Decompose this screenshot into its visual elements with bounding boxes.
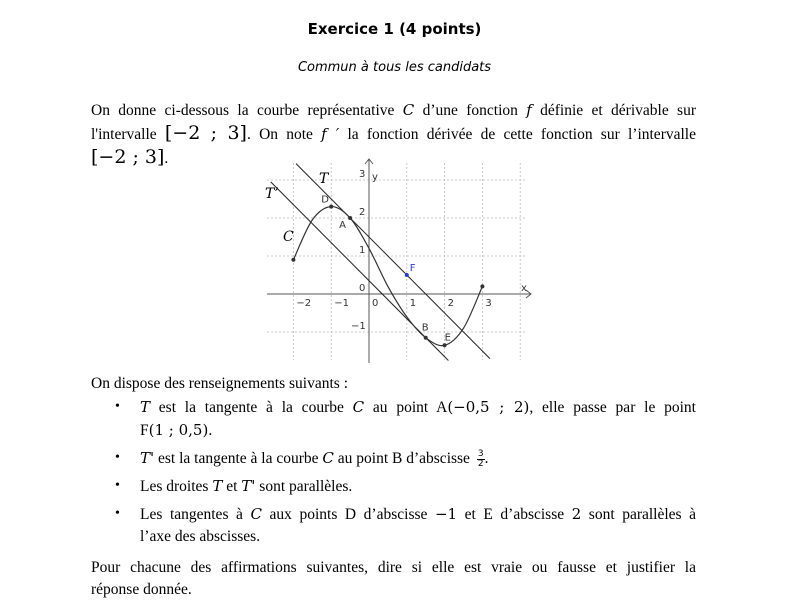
x-tick-label: 1 xyxy=(409,298,417,309)
item-text: F xyxy=(140,422,149,439)
outro-paragraph xyxy=(91,557,696,601)
item-text: est la tangente à la courbe xyxy=(154,450,323,467)
derivative-symbol: f ′ xyxy=(321,125,340,143)
x-tick-label: −1 xyxy=(334,298,349,309)
value: −1 xyxy=(434,505,458,523)
point-label-b: B xyxy=(421,322,429,334)
fraction-numerator: 3 xyxy=(477,448,484,459)
label-C: C xyxy=(283,229,294,245)
y-tick-label: −1 xyxy=(351,321,366,332)
coordinates: (1 ; 0,5) xyxy=(148,421,209,439)
intro-text: définie et dérivable sur xyxy=(531,102,696,119)
item-text: l’axe des abscisses. xyxy=(140,528,261,545)
curve-symbol: C xyxy=(402,101,415,119)
tangent-symbol: T xyxy=(212,477,223,495)
point-label-a: A xyxy=(339,220,346,231)
coordinates: (−0,5 ; 2) xyxy=(447,398,530,416)
intro-line-1 xyxy=(91,99,696,122)
y-tick-label: 1 xyxy=(359,245,366,256)
x-tick-label: 0 xyxy=(372,298,379,309)
item-text: . xyxy=(208,422,213,439)
x-tick-label: 3 xyxy=(485,298,492,309)
curve-symbol: C xyxy=(250,505,262,523)
curve-symbol: C xyxy=(352,398,365,416)
intro-text: . xyxy=(164,150,169,167)
x-axis-label: x xyxy=(521,283,527,294)
item-text: sont parallèles à xyxy=(581,506,697,523)
interval: [−2 ; 3] xyxy=(164,122,247,144)
item-text: aux points D d’abscisse xyxy=(261,506,435,523)
bullet-icon: • xyxy=(115,506,120,521)
point-a xyxy=(348,216,352,220)
function-graph xyxy=(255,155,535,365)
info-item-4 xyxy=(91,503,696,548)
grid xyxy=(267,163,527,360)
bullet-icon: • xyxy=(115,478,120,493)
tangent-symbol: T' xyxy=(241,477,256,495)
point-start xyxy=(291,258,295,262)
item-text: , elle passe par le point xyxy=(529,399,696,416)
item-text: au point B d’abscisse xyxy=(333,450,474,467)
info-item-3 xyxy=(91,475,696,498)
outro-line-1: Pour chacune des affirmations suivantes, dire si elle est vraie ou fausse et justifier la xyxy=(91,559,696,576)
info-item-1 xyxy=(91,396,696,442)
interval: [−2 ; 3] xyxy=(91,146,165,168)
curve-symbol: C xyxy=(322,449,334,467)
info-item-2 xyxy=(91,447,696,470)
item-text: Les tangentes à xyxy=(140,506,251,523)
point-b xyxy=(424,336,428,340)
intro-text: d’une fonction xyxy=(414,102,527,119)
outro-line-2: réponse donnée. xyxy=(91,581,192,598)
intro-text: . On note xyxy=(246,126,322,143)
exercise-title: Exercice 1 (4 points) xyxy=(307,20,482,38)
point-end xyxy=(480,284,484,288)
label-T: T xyxy=(319,171,329,187)
item-text: sont parallèles. xyxy=(255,478,353,495)
item-text: . xyxy=(484,450,489,467)
y-tick-label: 0 xyxy=(359,283,366,294)
tangent-symbol: T' xyxy=(140,449,155,467)
fraction xyxy=(477,450,485,469)
points xyxy=(291,205,484,348)
y-tick-label: 3 xyxy=(359,169,366,180)
bullet-icon: • xyxy=(115,399,120,414)
exercise-subtitle: Commun à tous les candidats xyxy=(297,60,492,75)
y-tick-label: 2 xyxy=(359,207,366,218)
intro-text: On donne ci-dessous la courbe représentative xyxy=(91,102,403,119)
point-e xyxy=(443,343,447,347)
x-tick-label: 2 xyxy=(447,298,454,309)
intro-line-2 xyxy=(91,122,696,146)
label-T-prime: T’ xyxy=(265,186,279,202)
point-label-f: F xyxy=(409,263,416,274)
item-text: et xyxy=(222,478,242,495)
value: 2 xyxy=(571,505,582,523)
intro-text: la fonction dérivée de cette fonction sur l’intervalle xyxy=(339,126,696,143)
info-lead: On dispose des renseignements suivants : xyxy=(91,375,349,392)
point-label-e: E xyxy=(444,332,451,344)
item-text: Les droites xyxy=(140,478,213,495)
point-label-d: D xyxy=(321,194,329,206)
fraction-denominator: 2 xyxy=(477,458,484,469)
info-list xyxy=(91,396,696,553)
point-d xyxy=(329,205,333,209)
curve-C xyxy=(293,207,482,346)
item-text: est la tangente à la courbe xyxy=(150,399,353,416)
point-f xyxy=(405,273,409,277)
x-tick-label: −2 xyxy=(296,298,312,309)
item-text: au point A xyxy=(364,399,448,416)
bullet-icon: • xyxy=(115,450,120,465)
point-labels xyxy=(321,195,451,344)
item-text: et E d’abscisse xyxy=(457,506,572,523)
tangent-T xyxy=(296,164,490,359)
tangent-symbol: T xyxy=(140,398,151,416)
function-symbol: f xyxy=(526,101,532,119)
y-axis-label: y xyxy=(372,172,378,183)
intro-text: l'intervalle xyxy=(91,126,165,143)
